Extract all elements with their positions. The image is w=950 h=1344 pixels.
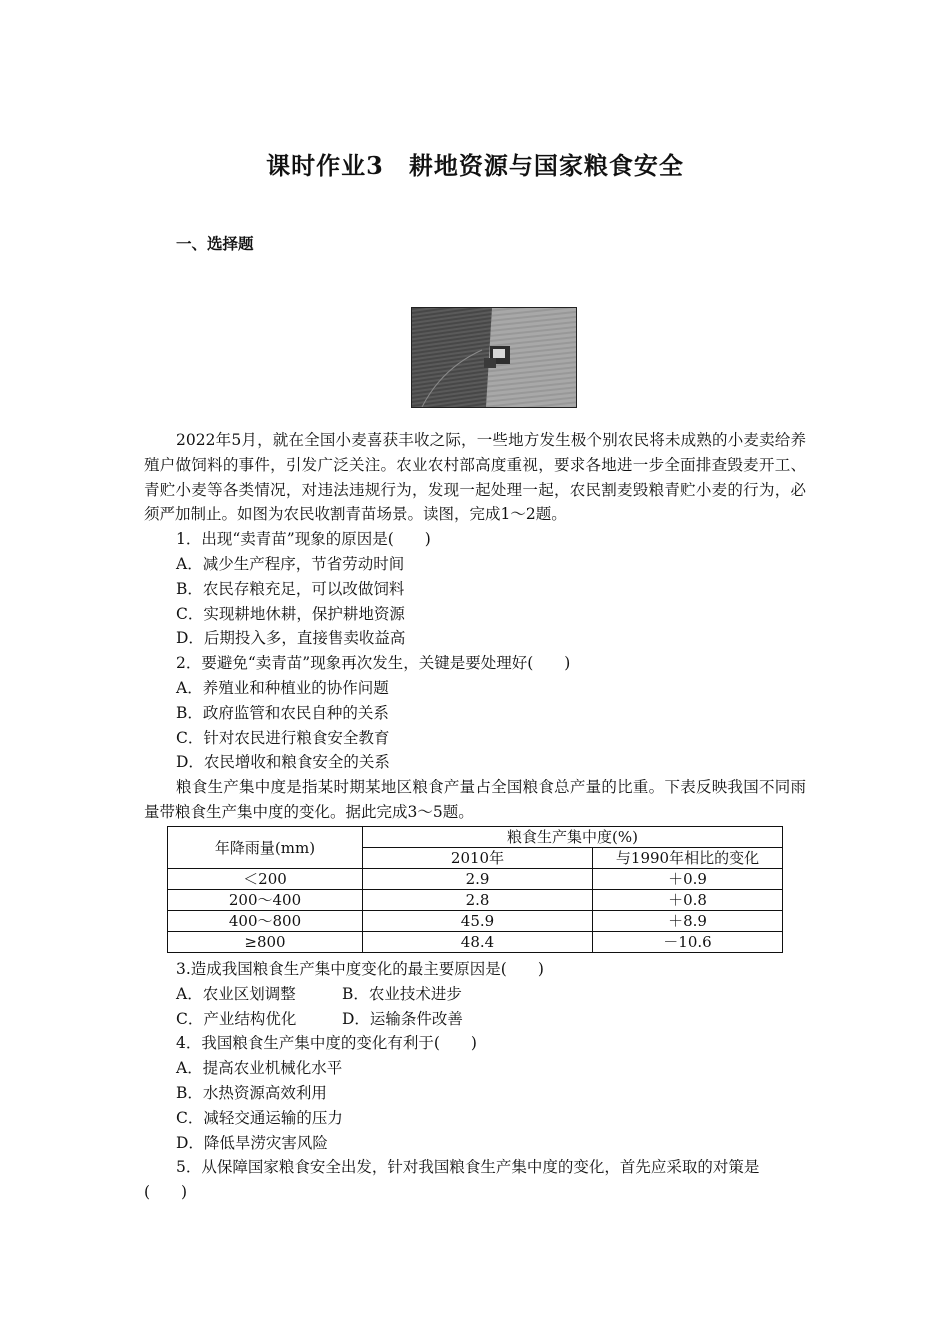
section-heading: 一、选择题 <box>176 234 254 253</box>
harvest-photo <box>411 307 577 408</box>
question-1-option-c: C．实现耕地休耕，保护耕地资源 <box>176 604 405 623</box>
question-3-options-ab <box>144 982 806 1007</box>
question-4-option-a: A．提高农业机械化水平 <box>176 1059 343 1078</box>
question-4-option-c: C．减轻交通运输的压力 <box>176 1108 343 1127</box>
table-cell-change: ＋8.9 <box>593 911 783 932</box>
table-cell-range: ≥800 <box>168 932 363 953</box>
question-3-options-cd <box>144 1007 806 1032</box>
question-3-option-b: B．农业技术进步 <box>342 984 462 1003</box>
question-3-option-a: A．农业区划调整 <box>176 984 296 1003</box>
question-2-option-d: D．农民增收和粮食安全的关系 <box>176 753 390 772</box>
question-2-option-c: C．针对农民进行粮食安全教育 <box>176 728 390 747</box>
question-5-answer-blank: ( ) <box>144 1183 188 1202</box>
question-1-option-b: B．农民存粮充足，可以改做饲料 <box>176 579 405 598</box>
table-header-2010: 2010年 <box>363 848 593 869</box>
question-4-option-b: B．水热资源高效利用 <box>176 1083 327 1102</box>
table-cell-range: 200～400 <box>168 890 363 911</box>
page-title: 课时作业3 耕地资源与国家粮食安全 <box>266 151 684 180</box>
table-cell-change: ＋0.9 <box>593 869 783 890</box>
question-2-option-a: A．养殖业和种植业的协作问题 <box>176 678 389 697</box>
table-row <box>168 911 783 932</box>
table-header-rainfall: 年降雨量(mm) <box>168 827 363 869</box>
table-header-group: 粮食生产集中度(%) <box>363 827 783 848</box>
question-2-option-b: B．政府监管和农民自种的关系 <box>176 703 389 722</box>
question-block-2 <box>144 957 806 1205</box>
question-3-option-c: C．产业结构优化 <box>176 1009 297 1028</box>
question-1-option-a: A．减少生产程序，节省劳动时间 <box>176 554 405 573</box>
question-block-1 <box>144 428 806 825</box>
rainfall-table <box>167 826 783 953</box>
question-2-stem: 2．要避免“卖青苗”现象再次发生，关键是要处理好( ) <box>176 654 571 673</box>
question-1-option-d: D．后期投入多，直接售卖收益高 <box>176 629 406 648</box>
table-cell-2010: 45.9 <box>363 911 593 932</box>
table-cell-range: 400～800 <box>168 911 363 932</box>
table-cell-2010: 2.9 <box>363 869 593 890</box>
question-5-stem: 5．从保障国家粮食安全出发，针对我国粮食生产集中度的变化，首先应采取的对策是 <box>176 1158 760 1177</box>
question-3-stem: 3.造成我国粮食生产集中度变化的最主要原因是( ) <box>176 960 544 978</box>
question-4-stem: 4．我国粮食生产集中度的变化有利于( ) <box>176 1034 477 1053</box>
table-row <box>168 869 783 890</box>
table-cell-2010: 48.4 <box>363 932 593 953</box>
question-1-stem: 1．出现“卖青苗”现象的原因是( ) <box>176 530 431 549</box>
passage-table-intro: 粮食生产集中度是指某时期某地区粮食产量占全国粮食总产量的比重。下表反映我国不同雨量带粮食生产集中度的变化。据此完成3～5题。 <box>144 778 806 821</box>
table-cell-change: －10.6 <box>593 932 783 953</box>
table-header-change: 与1990年相比的变化 <box>593 848 783 869</box>
table-cell-change: ＋0.8 <box>593 890 783 911</box>
table-cell-range: ＜200 <box>168 869 363 890</box>
question-4-option-d: D．降低旱涝灾害风险 <box>176 1133 328 1152</box>
passage-intro: 2022年5月，就在全国小麦喜获丰收之际，一些地方发生极个别农民将未成熟的小麦卖给养殖户做饲料的事件，引发广泛关注。农业农村部高度重视，要求各地进一步全面排查毁麦开工、青贮小麦等各类情况，对违法违规行为，发现一起处理一起，农民割麦毁粮青贮小麦的行为，必须严加制止。如图为农民收割青苗场景。读图，完成1～2题。 <box>144 431 806 524</box>
table-cell-2010: 2.8 <box>363 890 593 911</box>
question-3-option-d: D．运输条件改善 <box>342 1009 463 1028</box>
table-row <box>168 932 783 953</box>
table-row <box>168 890 783 911</box>
